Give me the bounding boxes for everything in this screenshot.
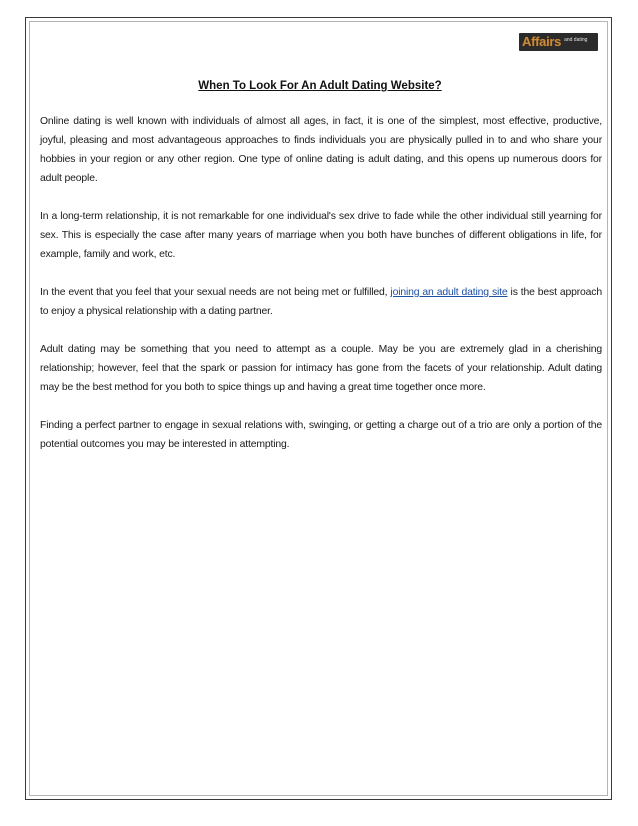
adult-dating-site-link[interactable]: joining an adult dating site: [390, 287, 508, 298]
paragraph-sexual-needs: [40, 283, 602, 321]
paragraph-text-before-link: In the event that you feel that your sexual needs are not being met or fulfilled,: [40, 287, 391, 298]
document-body: [40, 112, 602, 473]
paragraph-perfect-partner: Finding a perfect partner to engage in sexual relations with, swinging, or getting a charge out of a trio are only a portion of the potential outcomes you may be interested in attempting.: [40, 420, 602, 450]
document-title: When To Look For An Adult Dating Website?: [198, 80, 442, 92]
paragraph-text-after-link: is the best approach to enjoy a physical relationship with a dating partner.: [40, 287, 602, 317]
paragraph-long-term-relationship: In a long-term relationship, it is not remarkable for one individual's sex drive to fade while the other individual still yearning for sex. This is especially the case after many years of marriage when you both have bunches of different obligations in life, for example, family and work, etc.: [40, 211, 602, 260]
affairs-logo[interactable]: [519, 33, 598, 51]
paragraph-online-dating: Online dating is well known with individuals of almost all ages, in fact, it is one of the simplest, most effective, productive, joyful, pleasing and most advantageous approaches to finds individuals you are physically pulled in to and who share your hobbies in your region or any other region. One type of online dating is adult dating, and this opens up numerous doors for adult people.: [40, 116, 602, 184]
logo-tagline: and dating: [564, 37, 588, 43]
logo-wordmark: Affairs: [522, 34, 562, 49]
paragraph-couple-dating: Adult dating may be something that you need to attempt as a couple. May be you are extremely glad in a cherishing relationship; however, feel that the spark or passion for intimacy has gone from the facets of your relationship. Adult dating may be the best method for you both to spice things up and having a great time together once more.: [40, 344, 602, 393]
